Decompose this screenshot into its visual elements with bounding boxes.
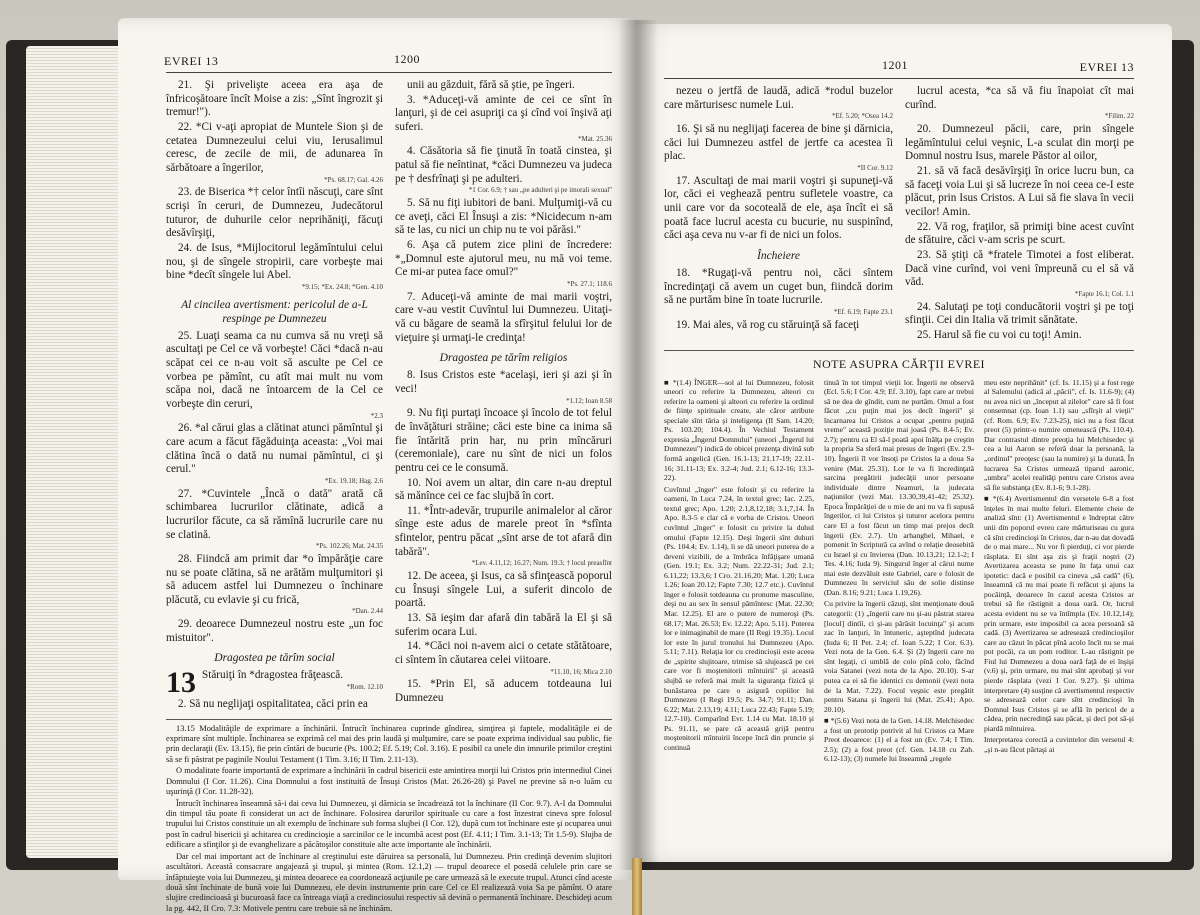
- verse: 22. Vă rog, fraţilor, să primiţi bine acest cuvînt de sfătuire, căci v-am scris pe scurt.: [905, 220, 1134, 247]
- cross-reference: *Filim. 22: [1104, 112, 1134, 121]
- chapter-number: 13: [166, 666, 196, 700]
- note-paragraph: Cuvîntul „înger" este folosit şi cu referire la oameni, în Luca 7.24, în textul grec; Iac. 2.25, textul grec; Apo. 1.20; 2.1,8,12,18; 3.1,7,14. În Apo. 8.3-5 e clar că e vorba de Cristos. Uneori cuvîntul „înger" e folosit cu privire la duhul omului (Fapte 12.15). Deşi îngerii sînt duhuri (Ps. 104.4; Ev. 1.14), li se dă uneori puterea de a deveni vizibili, de a îmbrăca înfăţişare umană (Gen. 19.1; Ex. 3.2; Num. 22.22-31; Jud. 2.1; 6.11,22; 13.3,6; I Cro. 21.16,20; Mat. 1.20; Luca 1.26; Ioan 20.12; Fapte 7.30; 12.7 etc.). Cuvîntul înger e folosit totdeauna cu pronume masculine, deşi nu au sex în sensul pămîntesc (Mat. 22.30; Mar. 12.25). El are o putere de numeroşi (Ps. 68.17; Mat. 26.53; Ev. 12.22; Apo. 5.11). Puterea lor e inimaginabil de mare (II Regi 19.35). Locul lor este în jurul tronului lui Dumnezeu (Apo. 5.11; 7.11). Relaţia lor cu credincioşii este aceea de „spirite slujitoare, trimise să slujească pe cei care vor fi moştenitorii mîntuirii" şi această slujbă se referă mai mult la siguranţa fizică şi bunăstarea pe care o asigură copiilor lui Dumnezeu (I Regi 19.5; Ps. 34.7; 91.11; Dan. 6.22; Mat. 2.13,19; 4.11; Luca 22.43; Fapte 5.19; 12.7-10). Comparînd Evr. 1.14 cu Mat. 18.10 şi Ps. 91.11, se pare că această grijă pentru moştenitorii mîntuirii începe încă din pruncie şi continuă: [664, 484, 814, 752]
- right-running-head: [664, 60, 1134, 79]
- notes-column-2: [824, 378, 974, 767]
- verse: 29. deoarece Dumnezeul nostru este „un foc mistuitor".: [166, 618, 383, 644]
- left-column-2: [395, 79, 612, 713]
- verse: 12. De aceea, şi Isus, ca să sfinţească poporul cu Însuşi sîngele Lui, a suferit dincolo de poartă.: [395, 570, 612, 610]
- verse: 19. Mai ales, vă rog cu stăruinţă să faceţi: [676, 318, 860, 331]
- note-paragraph: Cu privire la îngerii căzuţi, sînt menţionate două categorii: (1) „îngerii care nu şi-au păstrat starea [locul] dintîi, ci şi-au părăsit locuinţa" şi acum zac în lanţuri, în întuneric, aşteptînd judecata (Iuda 6; II Pet. 2.4; cf. Ioan 5.22; I Cor. 6.3). Vezi nota de la Gen. 6.4. Şi (2) îngerii care nu sînt legaţi, ci umblă de colo pînă colo, făcînd voia Satanei (vezi nota de la Apo. 20.10). S-ar putea ca ei să fie identici cu demonii (vezi nota de la Mat. 7.22). Focul veşnic este pregătit pentru Satana şi îngerii lui (Mat. 25.41; Apo. 20.10).: [824, 599, 974, 714]
- section-title-social: Dragostea pe tărîm social: [214, 652, 335, 665]
- verse: lucrul acesta, *ca să vă fiu înapoiat cît mai curînd.: [905, 85, 1134, 111]
- verse: 11. *Într-adevăr, trupurile animalelor al căror sînge este adus de marele preot în *sfînta sfintelor, pentru păcat „sînt arse de tot afară din tabără".: [395, 504, 612, 558]
- note-paragraph: Întrucît închinarea înseamnă să-i dai ceva lui Dumnezeu, şi dărnicia se încadrează tot la închinare (II Cor. 9.7). A-I da Domnului din timpul tău poate fi considerat un act de închinare. Folosirea darurilor spirituale cu care a fost înzestrat cineva spre folosul trupului lui Cristos constituie un alt exemplu de închinare sub forma slujbei (I Cor. 12), după cum tot închinare este şi ocuparea unui post în cadrul bisericii şi achitarea cu credincioşie a sarcinilor ce le incumbă acest post (Ef. 4.11; I Tim. 3.1-13; Tit 1.5-9). Slujba de edificare a sfinţilor şi de evanghelizare a păcătoşilor constituie alte acte importante ale închinării.: [166, 798, 612, 850]
- cross-reference: *Ex. 19.18; Hag. 2.6: [324, 476, 383, 485]
- right-page: [634, 24, 1172, 862]
- verse: 7. Aduceţi-vă aminte de mai marii voştri, care v-au vestit Cuvîntul lui Dumnezeu. Uitaţi-vă cu băgare de seamă la sfîrşitul felului lor de vieţuire şi urmaţi-le credinţa!: [395, 290, 612, 344]
- cross-reference: *Fapte 16.1; Col. 1.1: [1074, 289, 1134, 298]
- verse: 15. *Prin El, să aducem totdeauna lui Dumnezeu: [395, 678, 612, 705]
- verse: 25. Luaţi seama ca nu cumva să nu vreţi să ascultaţi pe Cel ce vă vorbeşte! Căci *dacă n-au scăpat cei ce n-au voit să asculte pe Cel ce vorbea pe pămînt, cu atît mai mult nu vom scăpa noi, dacă ne întoarcem de la Cel ce vorbeşte din ceruri,: [166, 329, 383, 410]
- verse: 3. *Aduceţi-vă aminte de cei ce sînt în lanţuri, şi de cei asupriţi ca şi cînd voi înşivă aţi suferi.: [395, 93, 612, 133]
- note-paragraph: ■ *(1.4) ÎNGER—sol al lui Dumnezeu, folosit uneori cu referire la Dumnezeu, alteori cu referire la oameni şi alteori cu referire la ordinul de fiinţe spirituale create, ale căror atribute speciale sînt tăria şi inteligenţa (II Sam. 14.20; Ps. 103.20; 104.4). În Vechiul Testament expresia „Îngerul Domnului" (uneori „Îngerul lui Dumnezeu") indică de obicei prezenţa divină sub formă angelică (Gen. 16.1-13; 21.17-19; 22.11-16; 31.11-13; Ex. 3.2-4; Jud. 2.1; 6.12-16; 13.3-22).: [664, 377, 814, 483]
- verse: 24. de Isus, *Mijlocitorul legămîntului celui nou, şi de sîngele stropirii, care vorbeşte mai bine *decît sîngele lui Abel.: [166, 241, 383, 282]
- notes-heading: NOTE ASUPRA CĂRŢII EVREI: [813, 356, 985, 371]
- left-column-1: [166, 79, 383, 713]
- verse-13-2: 2. Să nu neglijaţi ospitalitatea, căci prin ea: [178, 697, 368, 710]
- verse: 13. Să ieşim dar afară din tabără la El şi să suferim ocara Lui.: [395, 612, 612, 638]
- left-text-columns: [166, 79, 612, 713]
- verse: 10. Noi avem un altar, din care n-au dreptul să mănînce cei ce fac slujbă în cort.: [395, 476, 612, 503]
- verse: 25. Harul să fie cu voi cu toţi! Amin.: [917, 328, 1082, 341]
- right-text-columns: [664, 85, 1134, 344]
- cross-reference: *9.15; *Ex. 24.8; *Gen. 4.10: [301, 282, 383, 291]
- left-page-number: 1200: [394, 52, 420, 66]
- cross-reference: *2.3: [370, 411, 383, 420]
- verse: 20. Dumnezeul păcii, care, prin sîngele legămîntului celui veşnic, L-a sculat din morţi pe Domnul nostru Isus, marele Păstor al oilor,: [905, 123, 1134, 163]
- verse: unii au găzduit, fără să ştie, pe îngeri.: [407, 79, 575, 91]
- section-title-warning: Al cincilea avertisment: pericolul de a-L respinge pe Dumnezeu: [181, 298, 368, 325]
- verse: 17. Ascultaţi de mai marii voştri şi supuneţi-vă lor, căci ei veghează pentru sufletele voastre, ca unii care vor da socoteală de ele, aşa încît ei să poată face lucrul acesta cu bucurie, nu suspinînd, căci aşa ceva nu v-ar fi de nici un folos.: [664, 174, 893, 242]
- left-page: [118, 18, 638, 913]
- cross-reference: *1.12; Ioan 8.58: [566, 396, 612, 405]
- verse: 22. *Ci v-aţi apropiat de Muntele Sion şi de cetatea Dumnezeului celui viu, Ierusalimul ceresc, de zecile de mii, de adunarea în sărbătoare a îngerilor,: [166, 120, 383, 174]
- notes-columns: [664, 378, 1134, 767]
- note-paragraph: ■ *(6.4) Avertismentul din versetele 6-8 a fost înţeles în mai multe feluri. Elemente cheie de analiză sînt: (1) Avertismentul e îndreptat către unii din poporul evreu care mărturiseau cu gura că sînt credincioşi în Cristos, dar n-au dat dovadă de o mai mare... Nu vor fi pierduţi, ci vor pierde răsplata. Ei sînt aşa zis şi fraţii noştri (2) Avertizarea aceasta se pune în faţa unui caz ipotetic: dacă e posibil ca cineva „să cadă" (6), înseamnă că nu mai poate fi refăcut şi ajuns la pocăinţă, deoarece în cazul acesta Cristos ar trebui să fie răstignit a doua oară. Or, lucrul acesta evident nu se va întîmpla (Ev. 10.12,14); prin urmare, este imposibil ca acea persoană să cadă. (3) Avertizarea se adresează credincioşilor care au căzut în păcat pînă acolo încît nu se mai pot pocăi, ca un pom roditor. L-au răstignit pe Fiul lui Dumnezeu a doua oară faţă de ei înşişi (v.6) şi, prin urmare, nu mai sînt aprobaţi şi vor pierde răsplata (vezi I Cor. 9.27). Şi ultima interpretare (4) susţine că avertismentul respectiv se adresează celor care sînt credincioşi în Domnul Isus Cristos şi se află în pericol de a cădea, prin necredinţă sau păcat, şi deci pot să-şi piardă mîntuirea.: [984, 494, 1134, 733]
- verse: 8. Isus Cristos este *acelaşi, ieri şi azi şi în veci!: [395, 369, 612, 395]
- left-study-notes: [166, 724, 612, 915]
- verse: 9. Nu fiţi purtaţi încoace şi încolo de tot felul de învăţături străine; căci este bine ca inima să fie întărită prin har, nu prin mîncăruri (ceremoniale), care nu sînt de nici un folos pentru cei ce le consumă.: [395, 407, 612, 474]
- left-book-title: EVREI 13: [164, 54, 219, 68]
- chapter-start: [166, 666, 383, 700]
- verse: nezeu o jertfă de laudă, adică *rodul buzelor care mărturisesc numele Lui.: [664, 85, 893, 111]
- verse-xref: *Rom. 12.10: [346, 683, 383, 692]
- section-title-religious: Dragostea pe tărîm religios: [439, 352, 568, 365]
- verse: 27. *Cuvintele „Încă o dată" arată că schimbarea lucrurilor clătinate, adică a lucrurilor făcute, ca să rămînă lucrurile care nu se clatină.: [166, 487, 383, 541]
- note-paragraph: meu este neprihănit" (cf. Is. 11.15) şi a fost rege al Salemului (adică al „păcii", cf. Is. 11.6-9); (4) nu avea nici un „început al zilelor" care să fi fost consemnat (cp. Ioan 1.1) sau „sfîrşit al vieţii" (cf. Rom. 6.9; Ev. 7.23-25), nici nu a fost făcut preot (5) printr-o numire omenească (Ps. 110.4). Dar contrastul dintre preoţia lui Melchisedec şi cea a lui Aaron se referă doar la persoană, la „ordinul" preoţesc (sau la numire) şi la durată. În lucrarea Sa Cristos urmează tiparul aaronic, „umbra" acelei realităţi pentru care Cristos avea să fie substanţa (Ev. 8.1-6; 9.1-28).: [984, 377, 1134, 492]
- verse: 26. *al cărui glas a clătinat atunci pămîntul şi care acum a făcut făgăduinţa aceasta: „Voi mai clătina încă o dată nu numai pămîntul, ci şi cerul.": [166, 422, 383, 476]
- cross-reference: *11.10, 16; Mica 2.10: [550, 667, 612, 676]
- notes-column-3: [984, 378, 1134, 767]
- notes-divider: [166, 719, 612, 720]
- note-paragraph: O modalitate foarte importantă de exprimare a închinării în cadrul bisericii este amintirea morţii lui Cristos prin intermediul Cinei Domnului (I Cor. 11.26). Cina Domnului a fost instituită de Însuşi Cristos (Mat. 26.26-28) şi Pavel ne previne să n-o luăm cu uşurinţă (I Cor. 11.28-32).: [166, 766, 612, 797]
- book-gutter-shadow: [618, 20, 658, 870]
- cross-reference: *II Cor. 9.12: [857, 163, 893, 172]
- verse: 28. Fiindcă am primit dar *o împărăţie care nu se poate clătina, să ne arătăm mulţumitori şi să aducem astfel lui Dumnezeu o închinare plăcută, cu evlavie şi cu frică,: [166, 552, 383, 606]
- cross-reference: *1 Cor. 6.9; † sau „pe adulteri şi pe imorali sexual": [468, 186, 612, 195]
- note-paragraph: tinuă în tot timpul vieţii lor. Îngerii ne observă (Ecl. 5.6; I Cor. 4.9; Ef. 3.10), fapt care ar trebui să ne dea de gîndit, cum ne purtăm. Omul a fost făcut „cu puţin mai jos decît îngerii" şi încarnarea lui Cristos a ocupat „pentru puţină vreme" această poziţie mai joasă (Ps. 8.4-5; Ev. 2.7); pentru ca El să-l poată apoi înălţa pe creştin la propria Sa sferă mai presus de îngeri (Ev. 2.9-10). Îngerii îl vor însoţi pe Cristos la a doua Sa venire (Mat. 25.31). Lor le va fi încredinţată sarcina pregătirii judecăţii unor persoane individuale dintre Neamuri, la judecata naţiunilor (vezi Mat. 13.30,39,41-42; 25.32). Epoca Împărăţiei de o mie de ani nu va fi supusă îngerilor, ci lui Cristos şi tuturor acelora pentru care El a fost făcut un timp mai prejos decît îngerii (Ev. 2.7). Un arhanghel, Mihael, e pomenit în Scriptură ca avînd o relaţie deosebită cu Israel şi cu învierea (Dan. 10.13,21; 12.1-2; I Tes. 4.16; Iuda 9). Singurul înger al cărui nume mai este dezvăluit este Gabriel, care e folosit de Dumnezeu în serviciul său de solie distinse (Dan. 8.16; 9.21; Luca 1.19,26).: [824, 377, 974, 597]
- cross-reference: *Mat. 25.36: [577, 134, 612, 143]
- right-page-number: 1201: [882, 58, 908, 72]
- verse: 14. *Căci noi n-avem aici o cetate stătătoare, ci sîntem în căutarea celei viitoare.: [395, 640, 612, 667]
- verse: 4. Căsătoria să fie ţinută în toată cinstea, şi patul să fie neîntinat, *căci Dumnezeu va judeca pe † desfrînaţi şi pe adulteri.: [395, 145, 612, 185]
- verse: 23. Să ştiţi că *fratele Timotei a fost eliberat. Dacă vine curînd, voi veni împreună cu el să vă văd.: [905, 248, 1134, 289]
- cross-reference: *Ps. 27.1; 118.6: [566, 279, 612, 288]
- verse: 21. să vă facă desăvîrşiţi în orice lucru bun, ca să faceţi voia Lui şi să lucreze în noi ceea ce-I este plăcut, prin Isus Cristos. A Lui să fie slava în vecii vecilor! Amin.: [905, 164, 1134, 218]
- cross-reference: *Lev. 4.11,12; 16.27; Num. 19.3; † locul preasfînt: [471, 559, 612, 568]
- notes-divider: [664, 350, 1134, 351]
- section-title-closing: Încheiere: [757, 249, 800, 262]
- verse: 18. *Rugaţi-vă pentru noi, căci sîntem încredinţaţi că avem un cuget bun, fiindcă dorim să ne purtăm bine în toate lucrurile.: [664, 266, 893, 307]
- bookmark-ribbon: [632, 858, 642, 915]
- cross-reference: *Ps. 68.17; Gal. 4.26: [324, 175, 383, 184]
- note-paragraph: Interpretarea corectă a cuvintelor din versetul 4: „şi n-au făcut părtaşi ai: [984, 735, 1134, 754]
- cross-reference: *Dan. 2.44: [352, 607, 383, 616]
- notes-column-1: [664, 378, 814, 767]
- verse: 5. Să nu fiţi iubitori de bani. Mulţumiţi-vă cu ce aveţi, căci El Însuşi a zis: *Nicidecum n-am să te las, cu nici un chip nu te voi părăsi.": [395, 196, 612, 237]
- right-column-2: [905, 85, 1134, 344]
- verse: 23. de Biserica *† celor întîi născuţi, care sînt scrişi în ceruri, de Dumnezeu, Judecătorul tuturor, de duhurile celor neprihăniţi, făcuţi desăvîrşiţi,: [166, 186, 383, 240]
- verse: 21. Şi privelişte aceea era aşa de înfricoşătoare încît Moise a zis: „Sînt îngrozit şi tremur!").: [166, 79, 383, 119]
- left-running-head: [166, 54, 612, 73]
- verse: 24. Salutaţi pe toţi conducătorii voştri şi pe toţi sfinţii. Cei din Italia vă trimit sănătate.: [905, 300, 1134, 327]
- note-paragraph: ■ *(5.6) Vezi nota de la Gen. 14.18. Melchisedec a fost un prototip potrivit al lui Cristos ca Mare Preot deoarece: (1) el a fost un (Ev. 7.4; I Tim. 2.5); (2) a fost preot (cf. Gen. 14.18 cu Zah. 6.12-13); (3) numele lui înseamnă „regele: [824, 716, 974, 764]
- note-paragraph: 13.15 Modalităţile de exprimare a închinării. Întrucît închinarea cuprinde gîndirea, simţirea şi faptele, modalităţile ei de exprimare sînt multiple. Închinarea se exprimă cel mai des prin laudă şi mulţumire, care se poate exprima individual sau public, fie prin declaraţii (Ev. 13.15), fie prin cîntări de bucurie (Ps. 100.2; Ef. 5.19; Col. 3.16). E posibil ca unele din imnurile primilor creştini să se fi păstrat pe paginile Noului Testament (1 Tim. 3.16; II Tim. 2.11-13).: [166, 723, 612, 764]
- verse: 16. Şi să nu neglijaţi facerea de bine şi dărnicia, căci lui Dumnezeu astfel de jertfe ca acestea îi plac.: [664, 123, 893, 163]
- note-paragraph: Dar cel mai important act de închinare al creştinului este dăruirea sa personală, lui Dumnezeu. Prin credinţă devenim slujitori ascultători. Această consacrare angajează şi trupul, şi mintea (Rom. 12.1,2) — trupul deoarece el posedă celulele prin care se înfăptuieşte voia lui Dumnezeu, şi mintea deoarece ea coordonează acţiunile pe care urmează să le execute trupul. Atunci cînd aceste două sînt închinate de bună voie lui Dumnezeu, ele devin instrumente prin care Cel ce El realizează voia Sa pe pămînt. O atare slujire credincioasă şi bucuroasă face ca întreaga viaţă a credinciosului respectiv să devină o permanentă închinare. Deschideţi acum la pg. 442, II Cro. 7.3: Motivele pentru care trebuie să ne închinăm.: [166, 851, 612, 913]
- cross-reference: *Ef. 6.19; Fapte 23.1: [833, 307, 893, 316]
- verse-13-1: Stăruiţi în *dragostea frăţească.: [202, 669, 344, 682]
- right-column-1: [664, 85, 893, 344]
- cross-reference: *Ps. 102.26; Mat. 24.35: [315, 542, 383, 551]
- cross-reference: *Ef. 5.20; *Osea 14.2: [831, 112, 893, 121]
- right-book-title: EVREI 13: [1079, 60, 1134, 74]
- verse: 6. Aşa că putem zice plini de încredere: *„Domnul este ajutorul meu, nu mă voi teme. Ce mi-ar putea face omul?": [395, 238, 612, 279]
